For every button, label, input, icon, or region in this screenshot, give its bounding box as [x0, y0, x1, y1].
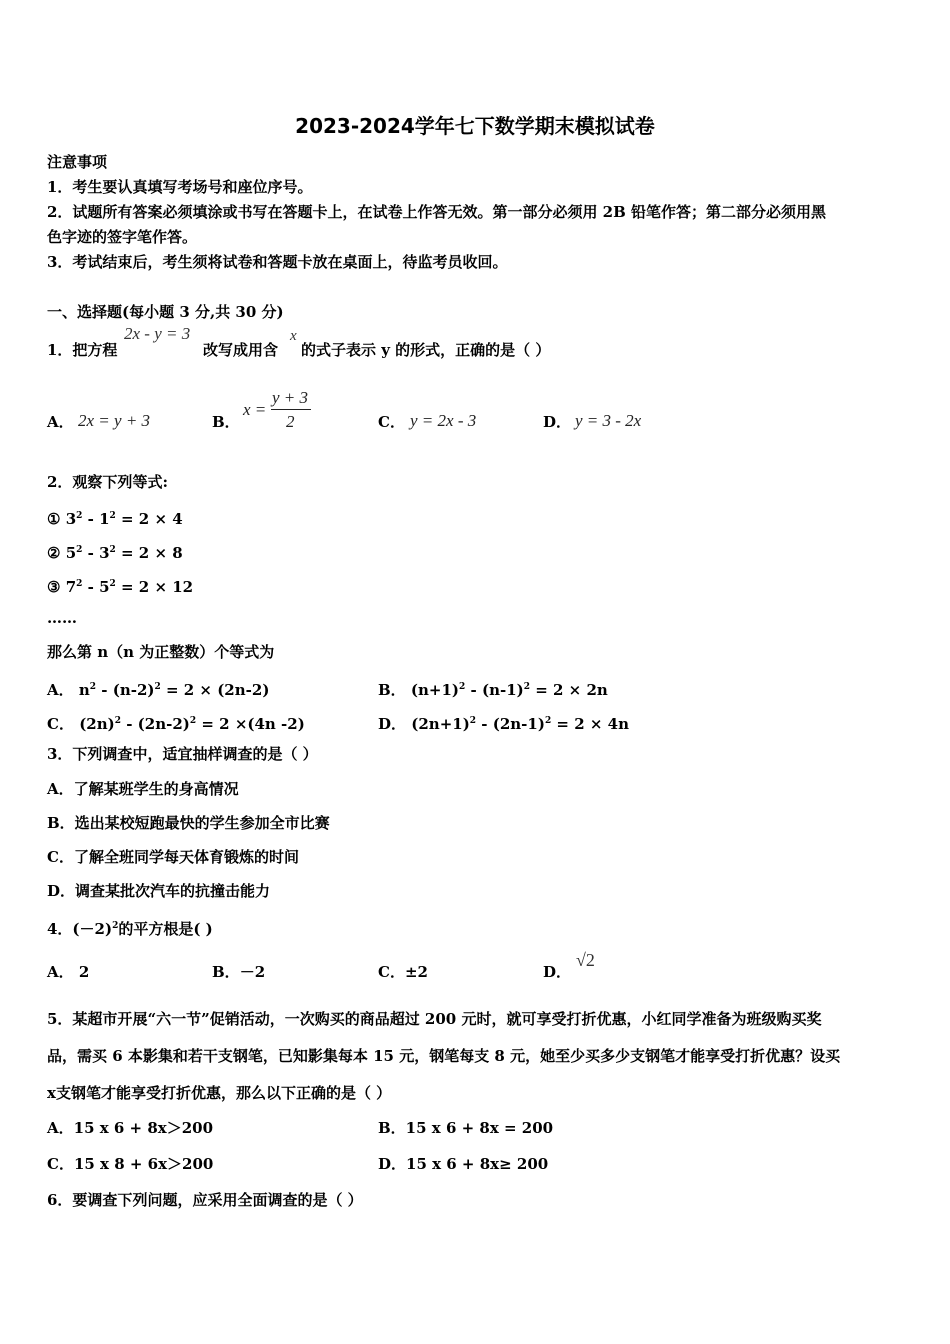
notice-heading: 注意事项 [47, 153, 108, 171]
q1-option-d-label: D． [543, 413, 572, 431]
q3-stem: 3．下列调查中，适宜抽样调查的是（ ） [47, 745, 318, 763]
q2-option-a-sup2: 2 [154, 682, 161, 692]
q5-stem-line-2: 品，需买 6 本影集和若干支钢笔，已知影集每本 15 元，钢笔每支 8 元，她至少买多少支钢笔才能享受打折优惠？设买 [47, 1047, 841, 1065]
q2-option-d-sup2: 2 [544, 716, 552, 726]
q2-option-d [378, 710, 629, 735]
q2-equation-2: ② $5^2 - 3^2 = 2 \times 8$ [47, 544, 183, 562]
q2-option-c-part1: (2n) [79, 715, 115, 733]
q2-eq2-a: 5 [65, 544, 77, 562]
q2-eq2-rhs: = 2 × 8 [121, 544, 183, 562]
q4-option-b-text: －2 [239, 963, 266, 981]
q2-equation-3: ③ $7^2 - 5^2 = 2 \times 12$ [47, 578, 194, 596]
q2-option-d-label: D． [378, 715, 407, 733]
q3-option-c: C．了解全班同学每天体育锻炼的时间 [47, 848, 299, 866]
q2-option-a [47, 676, 269, 701]
q2-option-a-part2: - (n-2) [96, 681, 155, 699]
q2-option-b-sup2: 2 [523, 682, 530, 692]
q4-option-a [47, 961, 89, 983]
q1-stem-suffix: 的式子表示 y 的形式，正确的是（ ） [301, 341, 551, 359]
q1-option-b-lhs: x = [243, 400, 267, 419]
q4-stem-post: 的平方根是( ) [118, 920, 213, 938]
q2-ellipsis: …… [47, 609, 77, 627]
q1-option-b-numerator: y + 3 [272, 388, 309, 407]
page-title: 2023-2024学年七下数学期末模拟试卷 [295, 114, 655, 138]
q2-eq1-b-sup: 2 [109, 511, 116, 521]
q4-option-c [378, 961, 428, 983]
q2-option-b [378, 676, 608, 701]
q5-stem-line-3: x支钢笔才能享受打折优惠，那么以下正确的是（ ） [47, 1084, 392, 1102]
q2-eq3-b: 5 [99, 578, 110, 596]
q5-option-b: B．15 x 6 + 8x = 200 [378, 1119, 554, 1137]
q1-option-a: 2x = y + 3 [78, 411, 151, 430]
q2-eq2-mark: ② [47, 544, 61, 562]
q1-option-c-label: C． [378, 413, 405, 431]
q1-option-a-label: A． [47, 413, 74, 431]
q2-eq3-b-sup: 2 [109, 579, 116, 589]
q4-option-a-text: 2 [78, 963, 90, 981]
q4-option-b [212, 961, 265, 983]
q2-option-c-part3: = 2 ×(4n -2) [196, 715, 305, 733]
q4-option-a-label: A． [47, 963, 74, 981]
q2-eq3-a: 7 [65, 578, 77, 596]
q2-option-a-label: A． [47, 681, 74, 699]
q1-equation: 2x - y = 3 [124, 324, 191, 343]
q3-option-d: D．调查某批次汽车的抗撞击能力 [47, 882, 271, 900]
notice-item-1: 1．考生要认真填写考场号和座位序号。 [47, 178, 313, 196]
q4-stem-sup: 2 [112, 921, 119, 931]
q2-ask: 那么第 n（n 为正整数）个等式为 [47, 643, 275, 661]
q2-eq1-rhs: = 2 × 4 [121, 510, 183, 528]
q1-option-b-denominator: 2 [286, 412, 295, 431]
notice-item-2-cont: 色字迹的签字笔作答。 [47, 228, 198, 246]
notice-item-2: 2．试题所有答案必须填涂或书写在答题卡上，在试卷上作答无效。第一部分必须用 2B 铅笔作答；第二部分必须用黑 [47, 203, 827, 221]
q2-option-a-sup1: 2 [89, 682, 97, 692]
q5-option-d: D．15 x 6 + 8x≥ 200 [378, 1155, 549, 1173]
notice-item-3: 3．考试结束后，考生须将试卷和答题卡放在桌面上，待监考员收回。 [47, 253, 508, 271]
q3-option-a: A．了解某班学生的身高情况 [47, 780, 239, 798]
q5-option-c: C．15 x 8 + 6x＞200 [47, 1155, 214, 1173]
q1-option-d: y = 3 - 2x [575, 411, 642, 430]
q1-stem-prefix: 1．把方程 [47, 341, 118, 359]
q4-option-c-label: C． [378, 963, 405, 981]
q2-option-d-part1: (2n+1) [411, 715, 470, 733]
q5-stem-line-1: 5．某超市开展“六一节”促销活动，一次购买的商品超过 200 元时，就可享受打折优惠，小红同学准备为班级购买奖 [47, 1010, 822, 1028]
q3-option-b: B．选出某校短跑最快的学生参加全市比赛 [47, 814, 330, 832]
q4-option-d-label: D． [543, 963, 572, 981]
q2-option-b-part3: = 2 × 2n [530, 681, 608, 699]
q2-option-b-label: B． [378, 681, 406, 699]
q2-option-c-sup1: 2 [114, 716, 121, 726]
q2-eq3-mark: ③ [47, 578, 61, 596]
q1-option-c: y = 2x - 3 [410, 411, 477, 430]
q2-eq1-mark: ① [47, 510, 61, 528]
q4-option-c-text: ±2 [404, 963, 428, 981]
q2-eq2-a-sup: 2 [76, 545, 83, 555]
q4-stem-pre: 4．(－2) [47, 920, 113, 938]
q4-option-b-label: B． [212, 963, 240, 981]
q2-option-a-part1: n [78, 681, 90, 699]
q2-option-c-sup2: 2 [189, 716, 197, 726]
q2-stem: 2．观察下列等式: [47, 473, 168, 491]
q2-eq1-a: 3 [65, 510, 77, 528]
q2-equation-1: ① $3^2 - 1^2 = 2 \times 4$ [47, 510, 183, 528]
q2-eq2-b-sup: 2 [109, 545, 116, 555]
q2-eq3-a-sup: 2 [76, 579, 83, 589]
q1-option-b-fraction-bar [271, 409, 311, 410]
q2-option-d-part3: = 2 × 4n [551, 715, 630, 733]
q2-eq1-a-sup: 2 [76, 511, 83, 521]
q2-option-c-part2: - (2n-2) [121, 715, 190, 733]
q2-option-c-label: C． [47, 715, 74, 733]
q2-option-b-part1: (n+1) [410, 681, 460, 699]
q2-option-d-sup1: 2 [469, 716, 477, 726]
q2-eq1-b: 1 [99, 510, 110, 528]
q4-option-d-sqrt: √2 [576, 950, 595, 970]
q1-variable: x [290, 328, 297, 344]
q2-option-b-part2: - (n-1) [465, 681, 524, 699]
section-heading: 一、选择题(每小题 3 分,共 30 分) [47, 303, 284, 321]
q2-option-d-part2: - (2n-1) [476, 715, 545, 733]
q2-eq2-b: 3 [99, 544, 110, 562]
q2-option-a-part3: = 2 × (2n-2) [160, 681, 270, 699]
q2-eq3-rhs: = 2 × 12 [121, 578, 194, 596]
q4-stem [47, 916, 213, 939]
q6-stem: 6．要调查下列问题，应采用全面调查的是（ ） [47, 1191, 363, 1209]
q2-option-b-sup1: 2 [459, 682, 466, 692]
q5-option-a: A．15 x 6 + 8x＞200 [47, 1119, 214, 1137]
q1-option-b-label: B． [212, 413, 240, 431]
q1-stem-mid: 改写成用含 [203, 341, 279, 359]
q2-option-c [47, 710, 305, 735]
